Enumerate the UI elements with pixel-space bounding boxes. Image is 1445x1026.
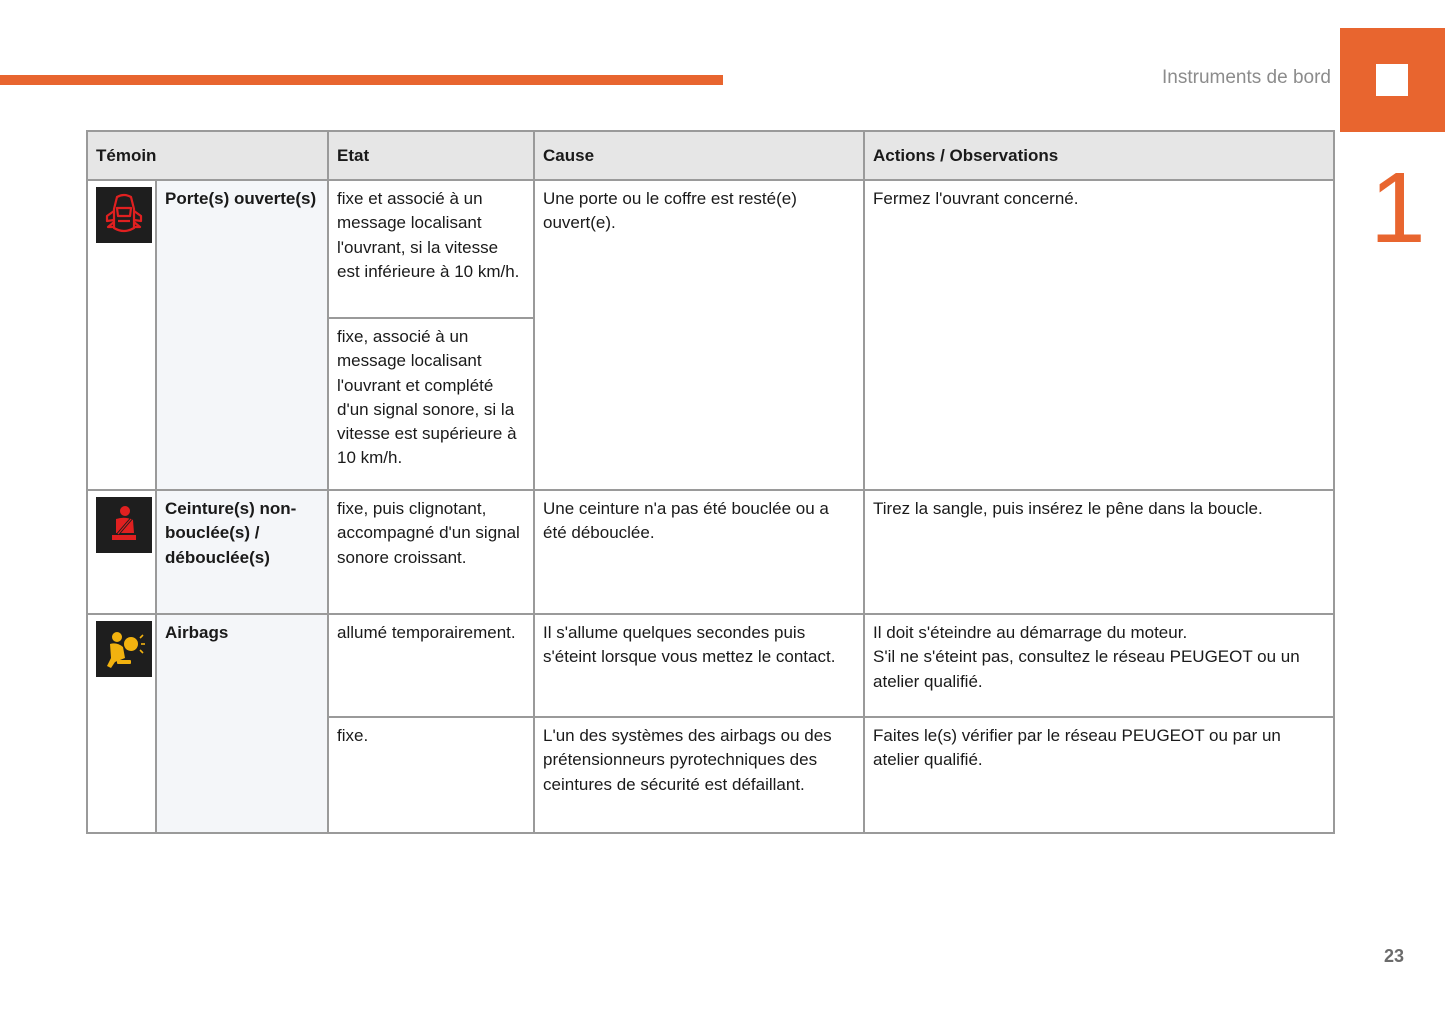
airbag-icon-cell — [87, 614, 156, 833]
airbags-name: Airbags — [156, 614, 328, 833]
airbags-cause-1: Il s'allume quelques secondes puis s'éteint lorsque vous mettez le contact. — [534, 614, 864, 717]
airbags-action-1 — [864, 614, 1334, 717]
column-header-actions: Actions / Observations — [864, 131, 1334, 180]
airbags-action-2: Faites le(s) vérifier par le réseau PEUGEOT ou par un atelier qualifié. — [864, 717, 1334, 833]
table-header-row — [87, 131, 1334, 180]
doors-state-1: fixe et associé à un message localisant l'ouvrant, si la vitesse est inférieure à 10 km/h. — [328, 180, 534, 318]
warning-lights-table — [86, 130, 1335, 834]
doors-icon-cell — [87, 180, 156, 490]
section-title: Instruments de bord — [1162, 67, 1331, 88]
seatbelt-icon — [96, 497, 152, 553]
car-door-open-icon — [96, 187, 152, 243]
airbags-action-1b: S'il ne s'éteint pas, consultez le réseau PEUGEOT ou un atelier qualifié. — [873, 647, 1300, 691]
doors-state-2: fixe, associé à un message localisant l'ouvrant et complété d'un signal sonore, si la vitesse est supérieure à 10 km/h. — [328, 318, 534, 490]
page-number: 23 — [1383, 946, 1404, 966]
chapter-number: 1 — [1370, 152, 1426, 264]
chapter-tab — [1340, 28, 1445, 132]
seatbelt-cause: Une ceinture n'a pas été bouclée ou a été débouclée. — [534, 490, 864, 614]
airbags-state-1: allumé temporairement. — [328, 614, 534, 717]
seatbelt-action: Tirez la sangle, puis insérez le pêne dans la boucle. — [864, 490, 1334, 614]
airbags-cause-2: L'un des systèmes des airbags ou des prétensionneurs pyrotechniques des ceintures de sécurité est défaillant. — [534, 717, 864, 833]
header-accent-bar — [0, 75, 723, 85]
column-header-cause: Cause — [534, 131, 864, 180]
chapter-tab-square — [1376, 64, 1408, 96]
table-row — [87, 490, 1334, 614]
column-header-etat: Etat — [328, 131, 534, 180]
table-row — [87, 180, 1334, 318]
doors-cause: Une porte ou le coffre est resté(e) ouvert(e). — [534, 180, 864, 490]
doors-name: Porte(s) ouverte(s) — [156, 180, 328, 490]
airbag-icon — [96, 621, 152, 677]
seatbelt-icon-cell — [87, 490, 156, 614]
table-row — [87, 614, 1334, 717]
seatbelt-name: Ceinture(s) non-bouclée(s) / débouclée(s) — [156, 490, 328, 614]
airbags-action-1a: Il doit s'éteindre au démarrage du moteur. — [873, 623, 1188, 642]
airbags-state-2: fixe. — [328, 717, 534, 833]
doors-action: Fermez l'ouvrant concerné. — [864, 180, 1334, 490]
column-header-temoin: Témoin — [87, 131, 328, 180]
seatbelt-state: fixe, puis clignotant, accompagné d'un signal sonore croissant. — [328, 490, 534, 614]
